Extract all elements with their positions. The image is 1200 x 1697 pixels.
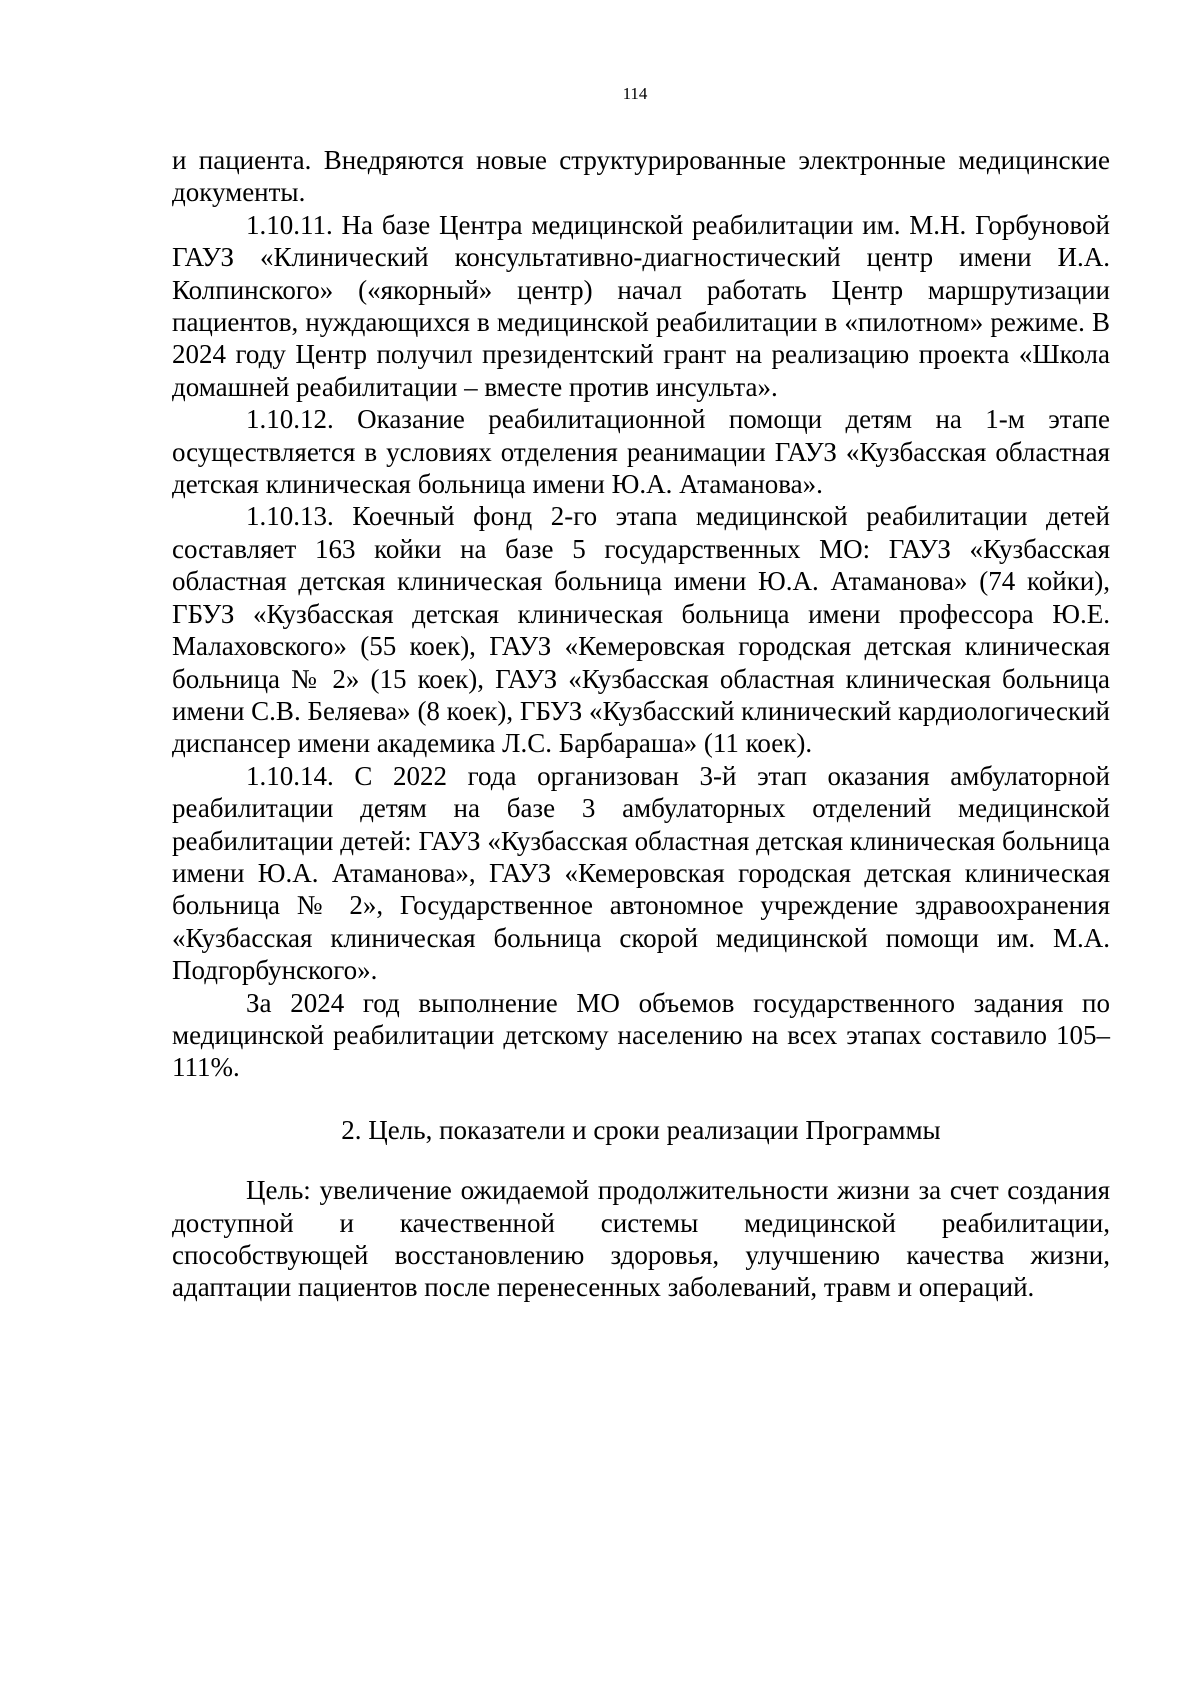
- paragraph-goal: Цель: увеличение ожидаемой продолжительности жизни за счет создания доступной и качественной системы медицинской реабилитации, способствующей восстановлению здоровья, улучшению качества жизни, адаптации пациентов после перенесенных заболеваний, травм и операций.: [172, 1175, 1110, 1303]
- paragraph-continuation: и пациента. Внедряются новые структурированные электронные медицинские документы.: [172, 145, 1110, 208]
- paragraph-summary-2024: За 2024 год выполнение МО объемов государственного задания по медицинской реабилитации детскому населению на всех этапах составило 105–111%.: [172, 987, 1110, 1083]
- paragraph-1-10-12: 1.10.12. Оказание реабилитационной помощи детям на 1-м этапе осуществляется в условиях отделения реанимации ГАУЗ «Кузбасская областная детская клиническая больница имени Ю.А. Атаманова».: [172, 404, 1110, 500]
- paragraph-1-10-13: 1.10.13. Коечный фонд 2-го этапа медицинской реабилитации детей составляет 163 койки на базе 5 государственных МО: ГАУЗ «Кузбасская областная детская клиническая больница имени Ю.А. Атаманова» (74 койки), ГБУЗ «Кузбасская детская клиническая больница имени профессора Ю.Е. Малаховского» (55 коек), ГАУЗ «Кемеровская городская детская клиническая больница № 2» (15 коек), ГАУЗ «Кузбасская областная клиническая больница имени С.В. Беляева» (8 коек), ГБУЗ «Кузбасский клинический кардиологический диспансер имени академика Л.С. Барбараша» (11 коек).: [172, 501, 1110, 759]
- section-heading: 2. Цель, показатели и сроки реализации Программы: [341, 1114, 941, 1145]
- paragraph-1-10-14: 1.10.14. С 2022 года организован 3-й этап оказания амбулаторной реабилитации детям на базе 3 амбулаторных отделений медицинской реабилитации детей: ГАУЗ «Кузбасская областная детская клиническая больница имени Ю.А. Атаманова», ГАУЗ «Кемеровская городская детская клиническая больница № 2», Государственное автономное учреждение здравоохранения «Кузбасская клиническая больница скорой медицинской помощи им. М.А. Подгорбунского».: [172, 760, 1110, 986]
- paragraph-1-10-11: 1.10.11. На базе Центра медицинской реабилитации им. М.Н. Горбуновой ГАУЗ «Клинический консультативно-диагностический центр имени И.А. Колпинского» («якорный» центр) начал работать Центр маршрутизации пациентов, нуждающихся в медицинской реабилитации в «пилотном» режиме. В 2024 году Центр получил президентский грант на реализацию проекта «Школа домашней реабилитации – вместе против инсульта».: [172, 209, 1110, 402]
- page-number: 114: [622, 84, 648, 103]
- document-body: [172, 144, 1110, 1304]
